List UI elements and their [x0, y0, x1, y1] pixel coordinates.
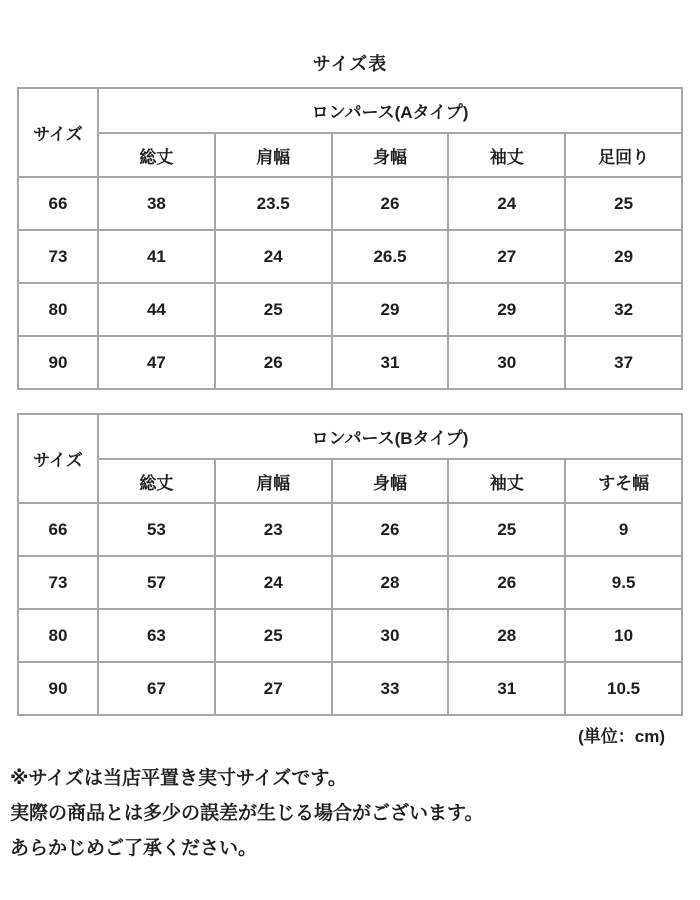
value-cell: 38 [98, 177, 215, 230]
value-cell: 29 [448, 283, 565, 336]
value-cell: 31 [448, 662, 565, 715]
value-cell: 30 [448, 336, 565, 389]
value-cell: 47 [98, 336, 215, 389]
value-cell: 30 [332, 609, 449, 662]
value-cell: 67 [98, 662, 215, 715]
size-cell: 73 [18, 556, 98, 609]
size-column-label: サイズ [18, 88, 98, 177]
value-cell: 57 [98, 556, 215, 609]
value-cell: 25 [215, 283, 332, 336]
disclaimer-notes [10, 761, 700, 866]
value-cell: 28 [332, 556, 449, 609]
value-cell: 27 [448, 230, 565, 283]
type-b-header: ロンパース(Bタイプ) [98, 414, 682, 459]
page-title: サイズ表 [312, 54, 388, 74]
value-cell: 53 [98, 503, 215, 556]
size-table-type-b [17, 413, 683, 716]
size-cell: 66 [18, 177, 98, 230]
value-cell: 32 [565, 283, 682, 336]
value-cell: 26 [448, 556, 565, 609]
value-cell: 9 [565, 503, 682, 556]
column-header: 足回り [565, 133, 682, 177]
value-cell: 37 [565, 336, 682, 389]
value-cell: 24 [215, 230, 332, 283]
value-cell: 26 [215, 336, 332, 389]
size-cell: 80 [18, 283, 98, 336]
column-header: 肩幅 [215, 133, 332, 177]
table-row [18, 336, 682, 389]
table-row [18, 283, 682, 336]
value-cell: 24 [448, 177, 565, 230]
size-cell: 90 [18, 336, 98, 389]
unit-note: (単位：cm) [578, 727, 665, 746]
value-cell: 23 [215, 503, 332, 556]
table-row [18, 662, 682, 715]
value-cell: 29 [565, 230, 682, 283]
value-cell: 44 [98, 283, 215, 336]
value-cell: 26.5 [332, 230, 449, 283]
size-cell: 73 [18, 230, 98, 283]
value-cell: 10.5 [565, 662, 682, 715]
value-cell: 41 [98, 230, 215, 283]
table-row [18, 177, 682, 230]
size-cell: 80 [18, 609, 98, 662]
column-header: 袖丈 [448, 133, 565, 177]
type-a-header: ロンパース(Aタイプ) [98, 88, 682, 133]
column-header: すそ幅 [565, 459, 682, 503]
value-cell: 25 [565, 177, 682, 230]
value-cell: 23.5 [215, 177, 332, 230]
column-header: 袖丈 [448, 459, 565, 503]
table-row [18, 556, 682, 609]
value-cell: 63 [98, 609, 215, 662]
column-header: 総丈 [98, 459, 215, 503]
column-header: 総丈 [98, 133, 215, 177]
size-cell: 90 [18, 662, 98, 715]
column-header: 身幅 [332, 459, 449, 503]
table-row [18, 609, 682, 662]
value-cell: 25 [215, 609, 332, 662]
value-cell: 10 [565, 609, 682, 662]
value-cell: 28 [448, 609, 565, 662]
size-table-type-a [17, 87, 683, 390]
size-column-label: サイズ [18, 414, 98, 503]
value-cell: 27 [215, 662, 332, 715]
note-line: 実際の商品とは多少の誤差が生じる場合がございます。 [10, 803, 484, 824]
size-cell: 66 [18, 503, 98, 556]
column-header: 身幅 [332, 133, 449, 177]
value-cell: 26 [332, 503, 449, 556]
column-header: 肩幅 [215, 459, 332, 503]
note-line: ※サイズは当店平置き実寸サイズです。 [10, 768, 347, 789]
value-cell: 33 [332, 662, 449, 715]
note-line: あらかじめご了承ください。 [10, 838, 258, 859]
value-cell: 24 [215, 556, 332, 609]
table-row [18, 503, 682, 556]
value-cell: 26 [332, 177, 449, 230]
value-cell: 31 [332, 336, 449, 389]
value-cell: 29 [332, 283, 449, 336]
table-row [18, 230, 682, 283]
value-cell: 9.5 [565, 556, 682, 609]
value-cell: 25 [448, 503, 565, 556]
